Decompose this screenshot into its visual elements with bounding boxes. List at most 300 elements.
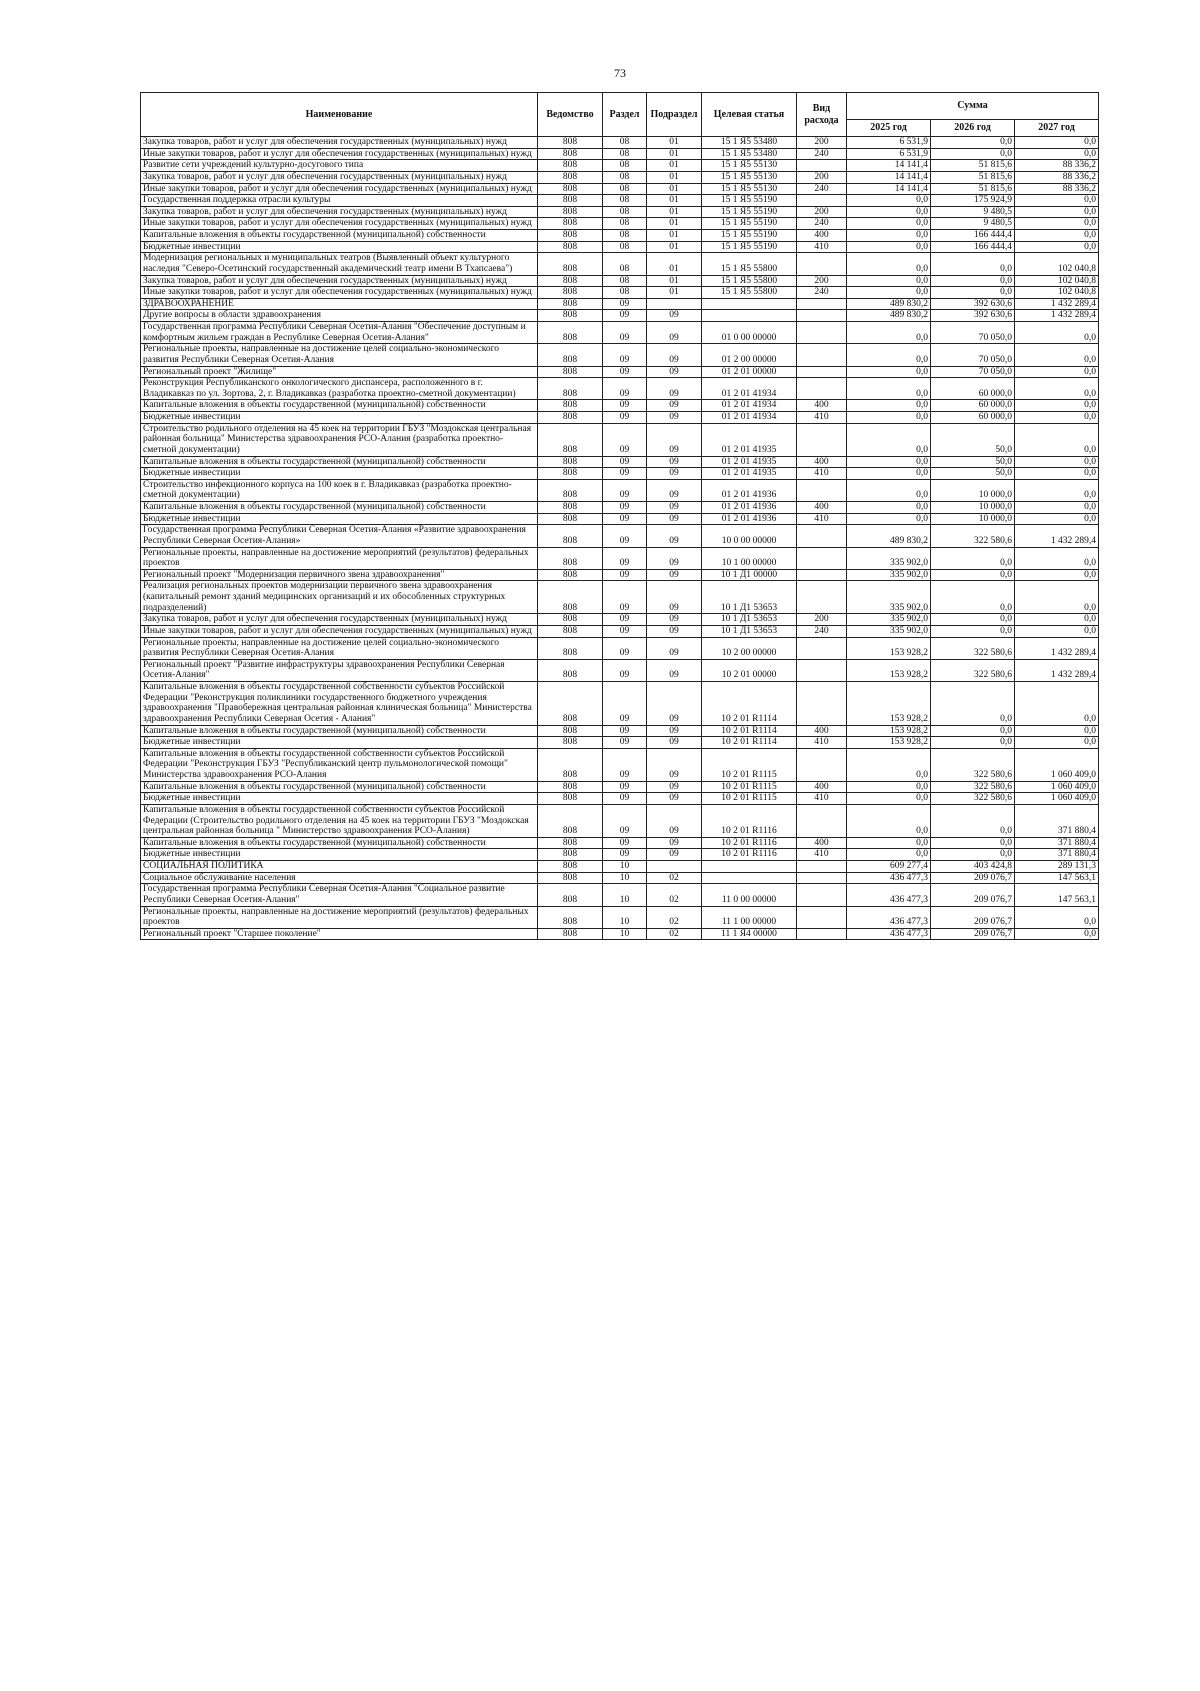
table-row — [141, 614, 1099, 626]
row-vid-raskhoda — [797, 298, 847, 310]
row-sum-2027: 88 336,2 — [1015, 160, 1099, 172]
row-razdel: 08 — [603, 253, 647, 275]
row-razdel: 09 — [603, 849, 647, 861]
row-sum-2026: 10 000,0 — [931, 502, 1015, 514]
table-row — [141, 287, 1099, 299]
row-podrazdel: 02 — [647, 872, 702, 884]
row-name: Реконструкция Республиканского онкологического диспансера, расположенного в г. Владикавказ по ул. Зортова, 2, г. Владикавказ (разработка проектно-сметной документации) — [141, 378, 538, 400]
row-sum-2026: 175 924,9 — [931, 195, 1015, 207]
row-celevaya-statya: 01 2 01 41935 — [702, 423, 797, 456]
row-celevaya-statya: 11 1 00 00000 — [702, 906, 797, 928]
row-vedomstvo: 808 — [538, 344, 603, 366]
row-sum-2026: 403 424,8 — [931, 861, 1015, 873]
table-row — [141, 849, 1099, 861]
table-row — [141, 884, 1099, 906]
row-sum-2025: 0,0 — [847, 195, 931, 207]
row-celevaya-statya: 01 2 01 41936 — [702, 502, 797, 514]
row-sum-2027: 147 563,1 — [1015, 872, 1099, 884]
row-celevaya-statya: 10 2 01 R1114 — [702, 725, 797, 737]
row-vid-raskhoda — [797, 872, 847, 884]
row-podrazdel: 09 — [647, 625, 702, 637]
row-vid-raskhoda — [797, 581, 847, 614]
row-podrazdel: 01 — [647, 160, 702, 172]
row-vedomstvo: 808 — [538, 725, 603, 737]
row-razdel: 08 — [603, 195, 647, 207]
row-name: Государственная программа Республики Северная Осетия-Алания «Развитие здравоохранения Республики Северная Осетия-Алания» — [141, 525, 538, 547]
row-vid-raskhoda — [797, 525, 847, 547]
row-sum-2026: 51 815,6 — [931, 160, 1015, 172]
table-row — [141, 625, 1099, 637]
row-sum-2025: 0,0 — [847, 781, 931, 793]
table-row — [141, 344, 1099, 366]
row-vedomstvo: 808 — [538, 366, 603, 378]
row-razdel: 09 — [603, 513, 647, 525]
row-razdel: 10 — [603, 906, 647, 928]
row-vedomstvo: 808 — [538, 218, 603, 230]
row-sum-2026: 10 000,0 — [931, 479, 1015, 501]
row-vid-raskhoda — [797, 160, 847, 172]
table-row — [141, 366, 1099, 378]
table-row — [141, 275, 1099, 287]
row-razdel: 09 — [603, 569, 647, 581]
row-sum-2026: 0,0 — [931, 547, 1015, 569]
row-podrazdel: 09 — [647, 366, 702, 378]
row-sum-2026: 60 000,0 — [931, 378, 1015, 400]
row-razdel: 09 — [603, 502, 647, 514]
row-vedomstvo: 808 — [538, 412, 603, 424]
row-podrazdel: 09 — [647, 468, 702, 480]
row-podrazdel: 01 — [647, 137, 702, 149]
row-name: Капитальные вложения в объекты государственной собственности субъектов Российской Федерации "Реконструкция ГБУЗ "Республиканский центр пульмонологической помощи" Министерства здравоохранения РСО-Алания — [141, 748, 538, 781]
row-sum-2026: 209 076,7 — [931, 884, 1015, 906]
row-sum-2027: 1 432 289,4 — [1015, 659, 1099, 681]
row-sum-2027: 1 060 409,0 — [1015, 781, 1099, 793]
row-sum-2027: 0,0 — [1015, 502, 1099, 514]
row-sum-2025: 153 928,2 — [847, 725, 931, 737]
row-sum-2025: 0,0 — [847, 275, 931, 287]
row-celevaya-statya: 15 1 Я5 55800 — [702, 287, 797, 299]
table-row — [141, 569, 1099, 581]
row-sum-2026: 0,0 — [931, 569, 1015, 581]
row-razdel: 08 — [603, 160, 647, 172]
row-razdel: 09 — [603, 344, 647, 366]
row-name: Другие вопросы в области здравоохранения — [141, 310, 538, 322]
row-sum-2025: 153 928,2 — [847, 682, 931, 726]
row-razdel: 09 — [603, 737, 647, 749]
row-celevaya-statya: 15 1 Я5 55130 — [702, 160, 797, 172]
row-vedomstvo: 808 — [538, 171, 603, 183]
row-sum-2027: 102 040,8 — [1015, 287, 1099, 299]
table-body — [141, 137, 1099, 940]
row-podrazdel: 09 — [647, 479, 702, 501]
row-name: Капитальные вложения в объекты государственной (муниципальной) собственности — [141, 725, 538, 737]
row-celevaya-statya: 10 2 01 00000 — [702, 659, 797, 681]
row-sum-2026: 392 630,6 — [931, 310, 1015, 322]
row-celevaya-statya: 10 2 01 R1116 — [702, 849, 797, 861]
row-sum-2027: 0,0 — [1015, 241, 1099, 253]
row-sum-2027: 0,0 — [1015, 412, 1099, 424]
row-sum-2026: 209 076,7 — [931, 906, 1015, 928]
table-row — [141, 479, 1099, 501]
row-celevaya-statya: 10 1 00 00000 — [702, 547, 797, 569]
row-sum-2026: 0,0 — [931, 137, 1015, 149]
row-vedomstvo: 808 — [538, 183, 603, 195]
row-razdel: 09 — [603, 725, 647, 737]
row-sum-2026: 0,0 — [931, 849, 1015, 861]
row-sum-2027: 0,0 — [1015, 322, 1099, 344]
row-celevaya-statya: 01 2 01 41936 — [702, 513, 797, 525]
row-sum-2027: 0,0 — [1015, 137, 1099, 149]
row-name: Капитальные вложения в объекты государственной (муниципальной) собственности — [141, 781, 538, 793]
row-vid-raskhoda: 200 — [797, 206, 847, 218]
row-sum-2025: 0,0 — [847, 804, 931, 837]
row-name: Бюджетные инвестиции — [141, 241, 538, 253]
row-vedomstvo: 808 — [538, 230, 603, 242]
row-sum-2027: 0,0 — [1015, 928, 1099, 940]
table-row — [141, 581, 1099, 614]
row-sum-2027: 1 060 409,0 — [1015, 748, 1099, 781]
row-name: Капитальные вложения в объекты государственной собственности субъектов Российской Федерации "Реконструкция поликлиники государственного бюджетного учреждения здравоохранения "Правобережная центральная районная клиническая больница" Министерства здравоохранения Республики Северная Осетия - Алания" — [141, 682, 538, 726]
row-celevaya-statya: 10 2 01 R1116 — [702, 837, 797, 849]
row-vedomstvo: 808 — [538, 310, 603, 322]
row-podrazdel: 01 — [647, 171, 702, 183]
row-sum-2025: 0,0 — [847, 253, 931, 275]
row-razdel: 08 — [603, 275, 647, 287]
row-sum-2025: 0,0 — [847, 230, 931, 242]
row-vedomstvo: 808 — [538, 781, 603, 793]
row-vid-raskhoda: 410 — [797, 412, 847, 424]
row-name: Региональные проекты, направленные на достижение целей социально-экономического развития Республики Северная Осетия-Алания — [141, 637, 538, 659]
row-sum-2027: 0,0 — [1015, 400, 1099, 412]
row-sum-2025: 153 928,2 — [847, 637, 931, 659]
row-celevaya-statya: 01 2 01 41934 — [702, 412, 797, 424]
row-name: СОЦИАЛЬНАЯ ПОЛИТИКА — [141, 861, 538, 873]
row-celevaya-statya: 15 1 Я5 55800 — [702, 275, 797, 287]
row-razdel: 09 — [603, 837, 647, 849]
row-sum-2025: 335 902,0 — [847, 569, 931, 581]
table-row — [141, 793, 1099, 805]
table-row — [141, 183, 1099, 195]
row-podrazdel: 01 — [647, 275, 702, 287]
row-sum-2027: 0,0 — [1015, 614, 1099, 626]
table-row — [141, 218, 1099, 230]
row-name: Государственная программа Республики Северная Осетия-Алания "Социальное развитие Республики Северная Осетия-Алания" — [141, 884, 538, 906]
row-vid-raskhoda — [797, 378, 847, 400]
row-vedomstvo: 808 — [538, 195, 603, 207]
row-podrazdel: 02 — [647, 884, 702, 906]
row-sum-2026: 70 050,0 — [931, 322, 1015, 344]
table-row — [141, 423, 1099, 456]
row-podrazdel: 09 — [647, 513, 702, 525]
row-sum-2026: 322 580,6 — [931, 793, 1015, 805]
row-sum-2026: 51 815,6 — [931, 183, 1015, 195]
row-sum-2027: 1 432 289,4 — [1015, 525, 1099, 547]
row-podrazdel: 09 — [647, 310, 702, 322]
row-vedomstvo: 808 — [538, 298, 603, 310]
row-podrazdel: 01 — [647, 230, 702, 242]
row-vedomstvo: 808 — [538, 737, 603, 749]
row-celevaya-statya: 15 1 Я5 55130 — [702, 171, 797, 183]
row-sum-2025: 6 531,9 — [847, 148, 931, 160]
row-sum-2025: 0,0 — [847, 423, 931, 456]
row-name: Региональные проекты, направленные на достижение мероприятий (результатов) федеральных проектов — [141, 547, 538, 569]
row-razdel: 09 — [603, 581, 647, 614]
table-row — [141, 456, 1099, 468]
row-vid-raskhoda: 240 — [797, 287, 847, 299]
row-vid-raskhoda — [797, 659, 847, 681]
row-name: Модернизация региональных и муниципальных театров (Выявленный объект культурного наследия "Северо-Осетинский государственный академический театр имени В Тхапсаева") — [141, 253, 538, 275]
row-vedomstvo: 808 — [538, 861, 603, 873]
row-celevaya-statya — [702, 310, 797, 322]
row-sum-2026: 0,0 — [931, 737, 1015, 749]
row-vid-raskhoda: 200 — [797, 614, 847, 626]
header-vedomstvo: Ведомство — [538, 93, 603, 137]
row-celevaya-statya: 10 2 01 R1115 — [702, 781, 797, 793]
row-sum-2025: 14 141,4 — [847, 171, 931, 183]
row-vedomstvo: 808 — [538, 581, 603, 614]
row-celevaya-statya: 15 1 Я5 55190 — [702, 206, 797, 218]
row-sum-2026: 51 815,6 — [931, 171, 1015, 183]
row-sum-2025: 0,0 — [847, 513, 931, 525]
row-vedomstvo: 808 — [538, 206, 603, 218]
row-vid-raskhoda: 200 — [797, 171, 847, 183]
row-vedomstvo: 808 — [538, 928, 603, 940]
row-sum-2026: 166 444,4 — [931, 241, 1015, 253]
row-vid-raskhoda: 400 — [797, 502, 847, 514]
row-sum-2025: 0,0 — [847, 366, 931, 378]
row-name: Бюджетные инвестиции — [141, 737, 538, 749]
row-sum-2027: 0,0 — [1015, 581, 1099, 614]
row-celevaya-statya: 10 2 01 R1114 — [702, 737, 797, 749]
row-sum-2026: 50,0 — [931, 468, 1015, 480]
row-razdel: 09 — [603, 378, 647, 400]
row-vid-raskhoda: 410 — [797, 849, 847, 861]
row-sum-2026: 392 630,6 — [931, 298, 1015, 310]
row-sum-2026: 50,0 — [931, 456, 1015, 468]
row-sum-2025: 335 902,0 — [847, 581, 931, 614]
row-sum-2027: 1 432 289,4 — [1015, 298, 1099, 310]
row-razdel: 09 — [603, 366, 647, 378]
row-podrazdel: 09 — [647, 804, 702, 837]
row-vid-raskhoda: 400 — [797, 781, 847, 793]
table-row — [141, 906, 1099, 928]
row-name: Развитие сети учреждений культурно-досугового типа — [141, 160, 538, 172]
row-celevaya-statya: 01 2 01 41935 — [702, 468, 797, 480]
row-vid-raskhoda: 410 — [797, 468, 847, 480]
row-vid-raskhoda: 400 — [797, 400, 847, 412]
row-sum-2026: 0,0 — [931, 725, 1015, 737]
row-vid-raskhoda: 410 — [797, 737, 847, 749]
row-vid-raskhoda — [797, 569, 847, 581]
row-sum-2025: 14 141,4 — [847, 160, 931, 172]
table-row — [141, 637, 1099, 659]
row-vedomstvo: 808 — [538, 513, 603, 525]
row-podrazdel: 01 — [647, 287, 702, 299]
row-podrazdel: 09 — [647, 682, 702, 726]
row-sum-2027: 0,0 — [1015, 906, 1099, 928]
row-sum-2026: 322 580,6 — [931, 637, 1015, 659]
row-vedomstvo: 808 — [538, 637, 603, 659]
table-row — [141, 310, 1099, 322]
row-podrazdel: 09 — [647, 637, 702, 659]
row-name: Строительство инфекционного корпуса на 100 коек в г. Владикавказ (разработка проектно-сметной документации) — [141, 479, 538, 501]
row-celevaya-statya: 01 2 01 41934 — [702, 378, 797, 400]
row-sum-2027: 371 880,4 — [1015, 837, 1099, 849]
table-row — [141, 861, 1099, 873]
row-podrazdel: 01 — [647, 195, 702, 207]
row-razdel: 09 — [603, 525, 647, 547]
table-row — [141, 298, 1099, 310]
row-vedomstvo: 808 — [538, 160, 603, 172]
row-sum-2027: 0,0 — [1015, 218, 1099, 230]
row-sum-2025: 14 141,4 — [847, 183, 931, 195]
table-row — [141, 659, 1099, 681]
row-sum-2025: 0,0 — [847, 287, 931, 299]
row-vid-raskhoda — [797, 637, 847, 659]
table-row — [141, 400, 1099, 412]
row-sum-2026: 0,0 — [931, 275, 1015, 287]
row-name: Иные закупки товаров, работ и услуг для обеспечения государственных (муниципальных) нужд — [141, 625, 538, 637]
row-celevaya-statya: 15 1 Я5 55190 — [702, 195, 797, 207]
row-sum-2025: 609 277,4 — [847, 861, 931, 873]
row-sum-2027: 0,0 — [1015, 547, 1099, 569]
row-podrazdel: 09 — [647, 502, 702, 514]
row-sum-2027: 0,0 — [1015, 737, 1099, 749]
row-vedomstvo: 808 — [538, 547, 603, 569]
row-sum-2025: 0,0 — [847, 400, 931, 412]
row-podrazdel: 09 — [647, 614, 702, 626]
row-vid-raskhoda — [797, 861, 847, 873]
row-razdel: 09 — [603, 479, 647, 501]
row-sum-2025: 436 477,3 — [847, 928, 931, 940]
table-row — [141, 160, 1099, 172]
row-sum-2027: 0,0 — [1015, 725, 1099, 737]
row-sum-2025: 0,0 — [847, 793, 931, 805]
row-sum-2027: 0,0 — [1015, 230, 1099, 242]
table-row — [141, 804, 1099, 837]
row-sum-2027: 88 336,2 — [1015, 183, 1099, 195]
row-sum-2025: 153 928,2 — [847, 737, 931, 749]
row-sum-2026: 60 000,0 — [931, 400, 1015, 412]
row-razdel: 10 — [603, 872, 647, 884]
row-celevaya-statya: 10 2 01 R1115 — [702, 748, 797, 781]
row-vid-raskhoda: 200 — [797, 275, 847, 287]
row-sum-2026: 0,0 — [931, 837, 1015, 849]
row-vedomstvo: 808 — [538, 322, 603, 344]
table-row — [141, 872, 1099, 884]
row-sum-2027: 147 563,1 — [1015, 884, 1099, 906]
row-celevaya-statya: 15 1 Я5 55190 — [702, 218, 797, 230]
row-sum-2025: 0,0 — [847, 378, 931, 400]
row-vid-raskhoda — [797, 322, 847, 344]
row-podrazdel — [647, 861, 702, 873]
row-vid-raskhoda — [797, 547, 847, 569]
row-sum-2025: 0,0 — [847, 849, 931, 861]
row-vedomstvo: 808 — [538, 804, 603, 837]
row-sum-2026: 322 580,6 — [931, 781, 1015, 793]
row-sum-2025: 0,0 — [847, 456, 931, 468]
row-vedomstvo: 808 — [538, 456, 603, 468]
row-sum-2027: 0,0 — [1015, 513, 1099, 525]
row-sum-2025: 0,0 — [847, 502, 931, 514]
row-vedomstvo: 808 — [538, 137, 603, 149]
row-celevaya-statya: 10 2 00 00000 — [702, 637, 797, 659]
row-sum-2025: 0,0 — [847, 479, 931, 501]
row-podrazdel: 09 — [647, 737, 702, 749]
row-vid-raskhoda — [797, 423, 847, 456]
row-vedomstvo: 808 — [538, 378, 603, 400]
table-row — [141, 171, 1099, 183]
row-vid-raskhoda — [797, 344, 847, 366]
row-sum-2025: 335 902,0 — [847, 547, 931, 569]
header-name: Наименование — [141, 93, 538, 137]
row-vedomstvo: 808 — [538, 253, 603, 275]
row-podrazdel: 09 — [647, 400, 702, 412]
row-vid-raskhoda: 240 — [797, 625, 847, 637]
header-year-2026: 2026 год — [931, 120, 1015, 137]
row-name: Бюджетные инвестиции — [141, 412, 538, 424]
table-row — [141, 230, 1099, 242]
row-celevaya-statya: 01 2 01 41935 — [702, 456, 797, 468]
row-sum-2027: 1 432 289,4 — [1015, 310, 1099, 322]
row-celevaya-statya: 10 1 Д1 53653 — [702, 581, 797, 614]
table-row — [141, 725, 1099, 737]
row-sum-2026: 166 444,4 — [931, 230, 1015, 242]
row-sum-2026: 0,0 — [931, 614, 1015, 626]
row-sum-2027: 0,0 — [1015, 456, 1099, 468]
header-celevaya-statya: Целевая статья — [702, 93, 797, 137]
row-celevaya-statya: 15 1 Я5 55800 — [702, 253, 797, 275]
row-celevaya-statya: 11 0 00 00000 — [702, 884, 797, 906]
header-podrazdel: Подраздел — [647, 93, 702, 137]
row-vedomstvo: 808 — [538, 569, 603, 581]
row-vid-raskhoda: 400 — [797, 725, 847, 737]
row-vedomstvo: 808 — [538, 275, 603, 287]
row-sum-2027: 0,0 — [1015, 479, 1099, 501]
row-razdel: 09 — [603, 322, 647, 344]
row-razdel: 09 — [603, 412, 647, 424]
table-row — [141, 513, 1099, 525]
table-row — [141, 241, 1099, 253]
row-vedomstvo: 808 — [538, 525, 603, 547]
row-sum-2026: 0,0 — [931, 625, 1015, 637]
row-razdel: 09 — [603, 298, 647, 310]
row-podrazdel: 09 — [647, 659, 702, 681]
row-razdel: 08 — [603, 137, 647, 149]
row-vid-raskhoda — [797, 366, 847, 378]
row-sum-2025: 489 830,2 — [847, 310, 931, 322]
row-name: Региональный проект "Жилище" — [141, 366, 538, 378]
row-celevaya-statya: 15 1 Я5 55190 — [702, 230, 797, 242]
table-row — [141, 928, 1099, 940]
row-vedomstvo: 808 — [538, 682, 603, 726]
row-vedomstvo: 808 — [538, 148, 603, 160]
row-sum-2027: 0,0 — [1015, 195, 1099, 207]
row-sum-2026: 209 076,7 — [931, 928, 1015, 940]
table-row — [141, 502, 1099, 514]
row-sum-2027: 0,0 — [1015, 468, 1099, 480]
row-sum-2027: 0,0 — [1015, 625, 1099, 637]
row-sum-2025: 0,0 — [847, 468, 931, 480]
row-name: Государственная программа Республики Северная Осетия-Алания "Обеспечение доступным и комфортным жильем граждан в Республике Северная Осетия-Алания" — [141, 322, 538, 344]
row-vid-raskhoda — [797, 928, 847, 940]
row-sum-2025: 0,0 — [847, 837, 931, 849]
row-sum-2026: 322 580,6 — [931, 525, 1015, 547]
row-vedomstvo: 808 — [538, 423, 603, 456]
row-sum-2025: 335 902,0 — [847, 614, 931, 626]
row-sum-2025: 436 477,3 — [847, 872, 931, 884]
row-podrazdel: 02 — [647, 906, 702, 928]
